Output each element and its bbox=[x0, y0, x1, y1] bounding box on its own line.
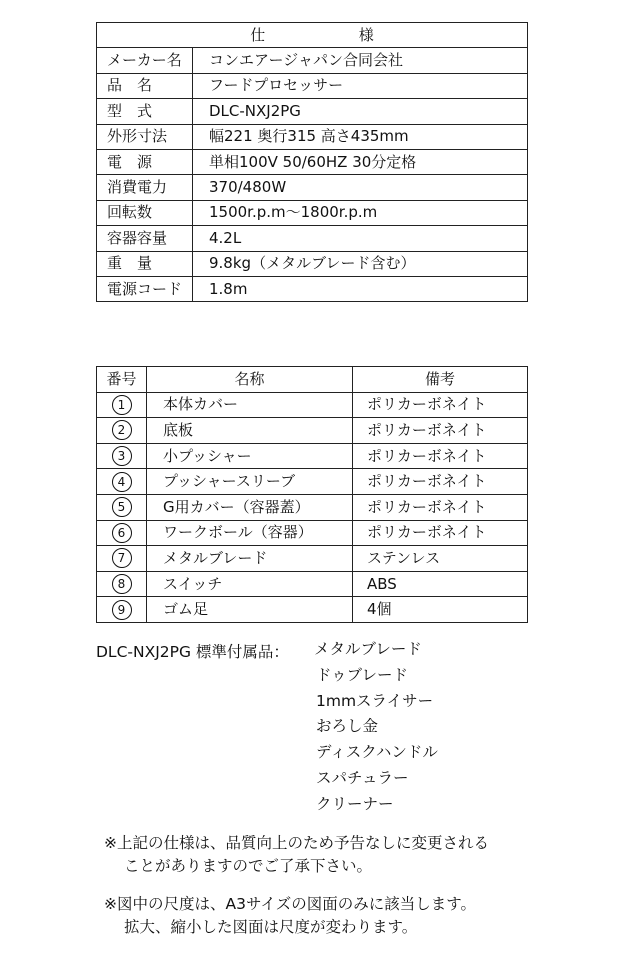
parts-row bbox=[97, 443, 528, 469]
part-name: ワークボール（容器） bbox=[147, 520, 353, 546]
spec-label: メーカー名 bbox=[97, 48, 193, 73]
accessory-item: 1mmスライサー bbox=[316, 691, 434, 710]
part-material: ポリカーボネイト bbox=[353, 392, 528, 418]
part-material: ポリカーボネイト bbox=[353, 469, 528, 495]
note-line: ことがありますのでご了承下さい。 bbox=[124, 857, 373, 875]
spec-label: 電源コード bbox=[97, 276, 193, 301]
part-number: 6 bbox=[112, 523, 132, 543]
parts-row bbox=[97, 392, 528, 418]
spec-title-row bbox=[97, 23, 528, 48]
parts-header-name: 名称 bbox=[147, 367, 353, 393]
spec-row bbox=[97, 276, 528, 301]
part-material: ポリカーボネイト bbox=[353, 418, 528, 444]
spec-label: 重 量 bbox=[97, 251, 193, 276]
accessory-item: おろし金 bbox=[316, 717, 379, 736]
part-material: ポリカーボネイト bbox=[353, 520, 528, 546]
parts-header-row bbox=[97, 367, 528, 393]
scale-note bbox=[104, 893, 476, 939]
spec-label: 外形寸法 bbox=[97, 124, 193, 149]
part-name: ゴム足 bbox=[147, 597, 353, 623]
parts-header-material: 備考 bbox=[353, 367, 528, 393]
spec-change-note bbox=[104, 832, 489, 878]
part-name: 小プッシャー bbox=[147, 443, 353, 469]
parts-row bbox=[97, 494, 528, 520]
spec-value: 9.8kg（メタルブレード含む） bbox=[193, 251, 528, 276]
spec-row bbox=[97, 175, 528, 200]
accessory-item: ドゥブレード bbox=[316, 665, 408, 684]
spec-title bbox=[97, 23, 528, 48]
spec-value: 単相100V 50/60HZ 30分定格 bbox=[193, 149, 528, 174]
accessories-list bbox=[316, 640, 438, 821]
part-number: 9 bbox=[112, 600, 132, 620]
part-material: ABS bbox=[353, 571, 528, 597]
part-material: ステンレス bbox=[353, 546, 528, 572]
spec-value: フードプロセッサー bbox=[193, 73, 528, 98]
part-material: 4個 bbox=[353, 597, 528, 623]
part-name: 底板 bbox=[147, 418, 353, 444]
part-name: 本体カバー bbox=[147, 392, 353, 418]
accessory-item: メタルブレード bbox=[314, 640, 422, 658]
parts-row bbox=[97, 418, 528, 444]
part-name: メタルブレード bbox=[147, 546, 353, 572]
spec-row bbox=[97, 124, 528, 149]
spec-title-left: 仕 bbox=[250, 25, 266, 44]
spec-table bbox=[96, 22, 528, 302]
spec-value: 370/480W bbox=[193, 175, 528, 200]
parts-header-no: 番号 bbox=[97, 367, 147, 393]
note-line: ※図中の尺度は、A3サイズの図面のみに該当します。 bbox=[104, 895, 476, 913]
accessory-item: スパチュラー bbox=[316, 768, 409, 787]
part-number: 2 bbox=[112, 420, 132, 440]
spec-label: 回転数 bbox=[97, 200, 193, 225]
parts-table bbox=[96, 366, 528, 623]
spec-value: 4.2L bbox=[193, 226, 528, 251]
spec-row bbox=[97, 99, 528, 124]
parts-row bbox=[97, 571, 528, 597]
parts-row bbox=[97, 469, 528, 495]
spec-row bbox=[97, 48, 528, 73]
note-line: ※上記の仕様は、品質向上のため予告なしに変更される bbox=[104, 834, 489, 852]
spec-value: 1500r.p.m〜1800r.p.m bbox=[193, 200, 528, 225]
spec-value: コンエアージャパン合同会社 bbox=[193, 48, 528, 73]
parts-row bbox=[97, 597, 528, 623]
part-material: ポリカーボネイト bbox=[353, 494, 528, 520]
spec-value: DLC-NXJ2PG bbox=[193, 99, 528, 124]
part-number: 8 bbox=[112, 574, 132, 594]
spec-title-right: 様 bbox=[358, 25, 374, 44]
accessory-item: ディスクハンドル bbox=[316, 743, 438, 762]
part-name: G用カバー（容器蓋） bbox=[147, 494, 353, 520]
part-name: スイッチ bbox=[147, 571, 353, 597]
spec-value: 1.8m bbox=[193, 276, 528, 301]
part-number: 4 bbox=[112, 472, 132, 492]
spec-label: 容器容量 bbox=[97, 226, 193, 251]
spec-value: 幅221 奥行315 高さ435mm bbox=[193, 124, 528, 149]
spec-label: 型 式 bbox=[97, 99, 193, 124]
parts-row bbox=[97, 546, 528, 572]
spec-label: 品 名 bbox=[97, 73, 193, 98]
part-name: プッシャースリーブ bbox=[147, 469, 353, 495]
accessory-item: クリーナー bbox=[316, 794, 394, 813]
part-number: 7 bbox=[112, 548, 132, 568]
note-line: 拡大、縮小した図面は尺度が変わります。 bbox=[124, 918, 418, 936]
spec-row bbox=[97, 251, 528, 276]
spec-row bbox=[97, 226, 528, 251]
parts-row bbox=[97, 520, 528, 546]
part-number: 3 bbox=[112, 446, 132, 466]
spec-label: 電 源 bbox=[97, 149, 193, 174]
accessories-label: DLC-NXJ2PG 標準付属品： bbox=[96, 643, 289, 661]
spec-row bbox=[97, 73, 528, 98]
spec-row bbox=[97, 149, 528, 174]
spec-label: 消費電力 bbox=[97, 175, 193, 200]
part-number: 1 bbox=[112, 395, 132, 415]
part-material: ポリカーボネイト bbox=[353, 443, 528, 469]
spec-row bbox=[97, 200, 528, 225]
part-number: 5 bbox=[112, 497, 132, 517]
